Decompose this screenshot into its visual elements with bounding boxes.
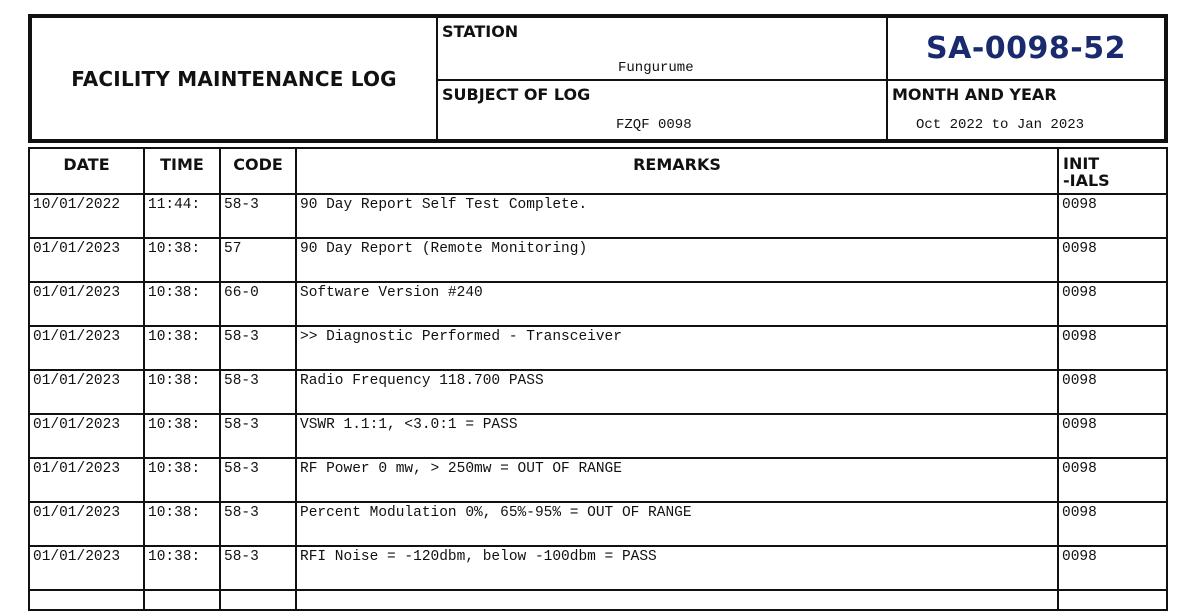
log-header [28,14,1168,143]
table-row [29,458,1167,502]
cell-date: 01/01/2023 [29,282,144,326]
subject-cell [438,81,888,139]
cell-date: 01/01/2023 [29,546,144,590]
cell-code: 58-3 [220,546,296,590]
cell-code: 58-3 [220,370,296,414]
cell-time: 10:38: [144,326,220,370]
cell-empty [220,590,296,610]
cell-remarks: 90 Day Report Self Test Complete. [296,194,1058,238]
cell-initials: 0098 [1058,458,1167,502]
cell-empty [1058,590,1167,610]
cell-time: 11:44: [144,194,220,238]
title-cell [32,18,438,139]
station-label: STATION [442,22,519,41]
cell-code: 58-3 [220,414,296,458]
cell-initials: 0098 [1058,414,1167,458]
table-header-row [29,148,1167,194]
cell-remarks: Software Version #240 [296,282,1058,326]
cell-initials: 0098 [1058,546,1167,590]
table-row [29,546,1167,590]
cell-remarks: Percent Modulation 0%, 65%-95% = OUT OF RANGE [296,502,1058,546]
cell-date: 01/01/2023 [29,458,144,502]
cell-date: 01/01/2023 [29,238,144,282]
cell-date: 10/01/2022 [29,194,144,238]
table-row [29,502,1167,546]
cell-code: 58-3 [220,194,296,238]
station-value: Fungurume [618,60,694,76]
document-id-cell [888,18,1164,81]
cell-initials: 0098 [1058,238,1167,282]
table-row [29,282,1167,326]
cell-code: 58-3 [220,502,296,546]
cell-time: 10:38: [144,414,220,458]
cell-code: 66-0 [220,282,296,326]
cell-time: 10:38: [144,370,220,414]
table-row [29,326,1167,370]
cell-remarks: RF Power 0 mw, > 250mw = OUT OF RANGE [296,458,1058,502]
table-row [29,414,1167,458]
cell-initials: 0098 [1058,282,1167,326]
cell-date: 01/01/2023 [29,370,144,414]
cell-empty [29,590,144,610]
cell-date: 01/01/2023 [29,326,144,370]
cell-remarks: 90 Day Report (Remote Monitoring) [296,238,1058,282]
station-cell [438,18,888,81]
table-row [29,238,1167,282]
cell-remarks: Radio Frequency 118.700 PASS [296,370,1058,414]
column-header-initials: INIT -IALS [1058,148,1167,194]
cell-initials: 0098 [1058,326,1167,370]
cell-time: 10:38: [144,502,220,546]
cell-initials: 0098 [1058,502,1167,546]
cell-code: 58-3 [220,326,296,370]
log-table [28,147,1168,611]
cell-empty [144,590,220,610]
month-year-cell [888,81,1164,139]
document-id: SA-0098-52 [926,31,1126,66]
page-title: FACILITY MAINTENANCE LOG [71,66,397,91]
cell-time: 10:38: [144,458,220,502]
cell-remarks: RFI Noise = -120dbm, below -100dbm = PASS [296,546,1058,590]
table-row-partial [29,590,1167,610]
cell-time: 10:38: [144,238,220,282]
month-year-label: MONTH AND YEAR [892,85,1057,104]
table-row [29,194,1167,238]
cell-remarks: >> Diagnostic Performed - Transceiver [296,326,1058,370]
cell-empty [296,590,1058,610]
column-header-date: DATE [29,148,144,194]
month-year-value: Oct 2022 to Jan 2023 [916,117,1085,133]
subject-label: SUBJECT OF LOG [442,85,591,104]
cell-date: 01/01/2023 [29,502,144,546]
column-header-time: TIME [144,148,220,194]
table-row [29,370,1167,414]
cell-code: 57 [220,238,296,282]
cell-time: 10:38: [144,282,220,326]
subject-value: FZQF 0098 [616,117,692,133]
column-header-remarks: REMARKS [296,148,1058,194]
cell-remarks: VSWR 1.1:1, <3.0:1 = PASS [296,414,1058,458]
cell-initials: 0098 [1058,194,1167,238]
cell-code: 58-3 [220,458,296,502]
column-header-code: CODE [220,148,296,194]
cell-time: 10:38: [144,546,220,590]
cell-initials: 0098 [1058,370,1167,414]
cell-date: 01/01/2023 [29,414,144,458]
log-body [29,194,1167,610]
